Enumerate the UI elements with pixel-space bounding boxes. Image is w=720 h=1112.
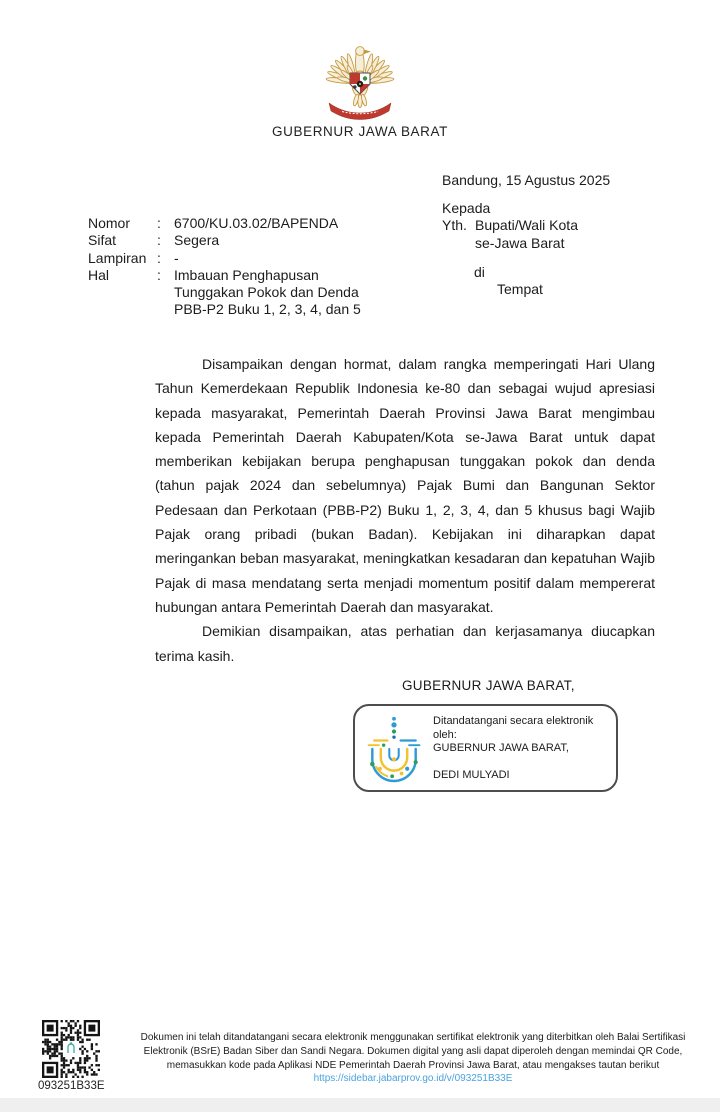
garuda-pancasila-emblem xyxy=(321,32,399,120)
recipient-block xyxy=(442,200,578,298)
meta-separator: : xyxy=(157,266,161,283)
body-paragraph-1: Disampaikan dengan hormat, dalam rangka memperingati Hari Ulang Tahun Kemerdekaan Republik Indonesia ke-80 dan sebagai wujud apresiasi kepada masyarakat, Pemerintah Daerah Provinsi Jawa Barat mengimbau kepada Pemerintah Daerah Kabupaten/Kota se-Jawa Barat untuk dapat memberikan kebijakan berupa penghapusan tunggakan pokok dan denda (tahun pajak 2024 dan sebelumnya) Pajak Bumi dan Bangunan Sektor Pedesaan dan Perkotaan (PBB-P2) Buku 1, 2, 3, 4, dan 5 khusus bagi Wajib Pajak orang pribadi (bukan Badan). Kebijakan ini diharapkan dapat meringankan beban masyarakat, meningkatkan kesadaran dan kepatuhan Wajib Pajak di masa mendatang serta menjadi momentum positif dalam mempererat hubungan antara Pemerintah Daerah dan masyarakat. xyxy=(155,356,655,615)
signer-name: DEDI MULYADI xyxy=(433,769,510,781)
esign-line2: GUBERNUR JAWA BARAT, xyxy=(433,742,569,754)
meta-row-lampiran xyxy=(88,250,388,267)
footer-disclaimer xyxy=(128,1031,698,1086)
recipient-region: se-Jawa Barat xyxy=(475,234,565,251)
meta-value-sifat: Segera xyxy=(174,232,220,249)
bottom-edge-bar xyxy=(0,1098,720,1112)
qr-code xyxy=(42,1020,100,1078)
date-line: Bandung, 15 Agustus 2025 xyxy=(442,172,611,188)
recipient-yth-row xyxy=(442,217,578,252)
esign-logo-icon xyxy=(361,713,427,783)
meta-value-nomor: 6700/KU.03.02/BAPENDA xyxy=(174,215,339,231)
verification-link[interactable]: https://sidebar.jabarprov.go.id/v/093251B33E xyxy=(313,1073,513,1085)
meta-value-lampiran: - xyxy=(174,249,179,266)
signature-title: GUBERNUR JAWA BARAT, xyxy=(402,678,575,693)
esign-line1: Ditandatangani secara elektronik oleh: xyxy=(433,715,594,741)
bsre-esign-logo xyxy=(355,706,433,790)
letter-meta xyxy=(88,215,388,319)
meta-label: Nomor xyxy=(88,215,131,231)
meta-separator: : xyxy=(157,215,161,231)
meta-row-hal xyxy=(88,267,388,319)
meta-separator: : xyxy=(157,249,161,266)
meta-value-hal: Imbauan Penghapusan Tunggakan Pokok dan Denda PBB-P2 Buku 1, 2, 3, 4, dan 5 xyxy=(174,266,361,318)
qr-code-label: 093251B33E xyxy=(38,1080,105,1092)
recipient-name-block xyxy=(475,217,578,252)
recipient-name: Bupati/Wali Kota xyxy=(475,217,578,234)
electronic-signature-box xyxy=(353,704,618,792)
meta-separator: : xyxy=(157,232,161,249)
meta-label: Lampiran xyxy=(88,249,147,266)
recipient-place: Tempat xyxy=(497,281,543,298)
disclaimer-text: Dokumen ini telah ditandatangani secara elektronik menggunakan sertifikat elektronik yang diterbitkan oleh Balai Sertifikasi Elektronik (BSrE) Badan Siber dan Sandi Negara. Dokumen digital yang asli dapat diperoleh dengan memindai QR Code, memasukkan kode pada Aplikasi NDE Pemerintah Daerah Provinsi Jawa Barat, atau mengakses tautan berikut xyxy=(140,1032,686,1071)
recipient-yth-label: Yth. xyxy=(442,217,467,234)
letter-body xyxy=(155,352,655,668)
esign-text-block xyxy=(433,706,616,790)
recipient-kepada: Kepada xyxy=(442,200,491,216)
recipient-di: di xyxy=(474,263,485,280)
meta-row-nomor xyxy=(88,215,388,232)
letterhead-title: GUBERNUR JAWA BARAT xyxy=(272,124,448,139)
meta-row-sifat xyxy=(88,232,388,249)
meta-label: Sifat xyxy=(88,232,117,249)
meta-label: Hal xyxy=(88,266,110,283)
body-paragraph-2: Demikian disampaikan, atas perhatian dan kerjasamanya diucapkan terima kasih. xyxy=(155,623,655,664)
